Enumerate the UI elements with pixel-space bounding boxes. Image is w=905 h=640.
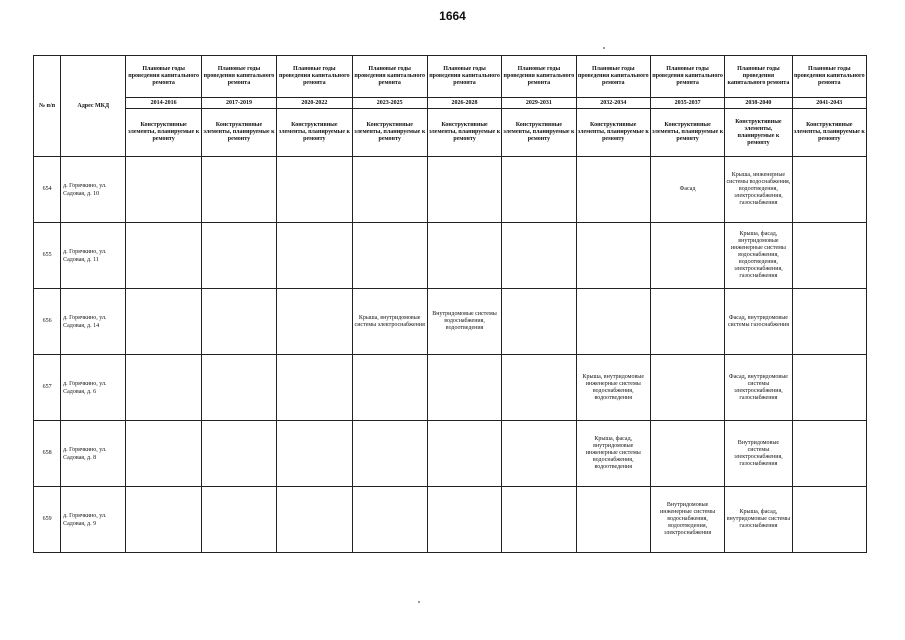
- repair-cell: [201, 487, 276, 553]
- elements-caption: Конструктивные элементы, планируемые к ремонту: [126, 109, 201, 157]
- repair-cell: Крыша, фасад, внутридомовые системы газоснабжения: [725, 487, 792, 553]
- repair-cell: Крыша, фасад, внутридомовые инженерные системы водоснабжения, водоотведения: [576, 421, 650, 487]
- repair-cell: Фасад, внутридомовые системы электроснабжения, газоснабжения: [725, 355, 792, 421]
- elements-caption: Конструктивные элементы, планируемые к ремонту: [725, 109, 792, 157]
- repair-cell: [201, 223, 276, 289]
- table-row: [34, 421, 867, 487]
- repair-cell: Фасад, внутридомовые системы газоснабжения: [725, 289, 792, 355]
- period-years: 2026-2028: [427, 98, 501, 109]
- repair-cell: [352, 421, 427, 487]
- period-caption: Плановые годы проведения капитального ремонта: [725, 56, 792, 98]
- period-years: 2038-2040: [725, 98, 792, 109]
- elements-caption: Конструктивные элементы, планируемые к ремонту: [427, 109, 501, 157]
- repair-cell: [352, 157, 427, 223]
- repair-cell: [126, 355, 201, 421]
- scan-speck: [603, 47, 605, 49]
- repair-cell: Внутридомовые инженерные системы водоснабжения, водоотведения, электроснабжения: [650, 487, 724, 553]
- repair-cell: [792, 223, 866, 289]
- row-number: 659: [34, 487, 61, 553]
- repair-cell: [792, 289, 866, 355]
- repair-cell: [502, 289, 576, 355]
- repair-cell: [352, 487, 427, 553]
- table-row: [34, 487, 867, 553]
- repair-cell: [126, 421, 201, 487]
- repair-cell: [126, 157, 201, 223]
- period-years: 2020-2022: [277, 98, 352, 109]
- period-caption: Плановые годы проведения капитального ремонта: [201, 56, 276, 98]
- repair-cell: [277, 289, 352, 355]
- table-header: [34, 56, 867, 157]
- period-years: 2017-2019: [201, 98, 276, 109]
- repair-cell: Крыша, внутридомовые инженерные системы водоснабжения, водоотведения: [576, 355, 650, 421]
- repair-cell: [502, 421, 576, 487]
- repair-cell: Фасад: [650, 157, 724, 223]
- period-years: 2041-2043: [792, 98, 866, 109]
- repair-cell: [352, 355, 427, 421]
- row-address: д. Горячкино, ул. Садовая, д. 10: [61, 157, 126, 223]
- repair-cell: [201, 421, 276, 487]
- period-caption: Плановые годы проведения капитального ремонта: [502, 56, 576, 98]
- row-address: д. Горячкино, ул. Садовая, д. 11: [61, 223, 126, 289]
- repair-cell: [502, 157, 576, 223]
- repair-cell: [277, 355, 352, 421]
- repair-cell: [277, 157, 352, 223]
- repair-cell: [650, 223, 724, 289]
- period-caption: Плановые годы проведения капитального ремонта: [277, 56, 352, 98]
- repair-cell: [792, 157, 866, 223]
- repair-cell: [792, 421, 866, 487]
- repair-cell: [576, 289, 650, 355]
- repair-cell: Внутридомовые системы водоснабжения, водоотведения: [427, 289, 501, 355]
- period-caption: Плановые годы проведения капитального ремонта: [126, 56, 201, 98]
- repair-cell: [576, 487, 650, 553]
- row-address: д. Горячкино, ул. Садовая, д. 6: [61, 355, 126, 421]
- header-row-years: [34, 98, 867, 109]
- elements-caption: Конструктивные элементы, планируемые к ремонту: [650, 109, 724, 157]
- repair-cell: [427, 157, 501, 223]
- repair-cell: [126, 223, 201, 289]
- row-number: 655: [34, 223, 61, 289]
- row-number: 657: [34, 355, 61, 421]
- repair-cell: [352, 223, 427, 289]
- repair-cell: [201, 289, 276, 355]
- repair-cell: [792, 355, 866, 421]
- row-address: д. Горячкино, ул. Садовая, д. 8: [61, 421, 126, 487]
- period-years: 2023-2025: [352, 98, 427, 109]
- period-caption: Плановые годы проведения капитального ремонта: [352, 56, 427, 98]
- repair-cell: [502, 223, 576, 289]
- header-row-captions: [34, 56, 867, 98]
- table-row: [34, 355, 867, 421]
- repair-cell: [650, 355, 724, 421]
- row-number: 658: [34, 421, 61, 487]
- repair-cell: [201, 355, 276, 421]
- period-caption: Плановые годы проведения капитального ремонта: [650, 56, 724, 98]
- repair-cell: [427, 223, 501, 289]
- period-years: 2035-2037: [650, 98, 724, 109]
- repair-cell: [277, 487, 352, 553]
- scan-speck: [418, 601, 420, 603]
- repair-cell: Крыша, внутридомовые системы электроснабжения: [352, 289, 427, 355]
- period-years: 2014-2016: [126, 98, 201, 109]
- repair-cell: [427, 487, 501, 553]
- elements-caption: Конструктивные элементы, планируемые к ремонту: [277, 109, 352, 157]
- repair-cell: Крыша, фасад, внутридомовые инженерные системы водоснабжения, водоотведения, электроснабжения, газоснабжения: [725, 223, 792, 289]
- period-caption: Плановые годы проведения капитального ремонта: [576, 56, 650, 98]
- table-row: [34, 223, 867, 289]
- repair-cell: [427, 355, 501, 421]
- repair-cell: [277, 223, 352, 289]
- header-row-elements: [34, 109, 867, 157]
- repair-cell: Внутридомовые системы электроснабжения, газоснабжения: [725, 421, 792, 487]
- repair-cell: [277, 421, 352, 487]
- page-number: 1664: [439, 9, 466, 23]
- capital-repair-table: [33, 55, 867, 553]
- repair-cell: Крыша, инженерные системы водоснабжения, водоотведения, электроснабжения, газоснабжения: [725, 157, 792, 223]
- table-body: [34, 157, 867, 553]
- elements-caption: Конструктивные элементы, планируемые к ремонту: [502, 109, 576, 157]
- address-header: Адрес МКД: [61, 56, 126, 157]
- elements-caption: Конструктивные элементы, планируемые к ремонту: [201, 109, 276, 157]
- period-caption: Плановые годы проведения капитального ремонта: [792, 56, 866, 98]
- repair-cell: [502, 355, 576, 421]
- table-row: [34, 157, 867, 223]
- repair-cell: [792, 487, 866, 553]
- repair-cell: [576, 157, 650, 223]
- num-header: № п/п: [34, 56, 61, 157]
- repair-cell: [576, 223, 650, 289]
- elements-caption: Конструктивные элементы, планируемые к ремонту: [352, 109, 427, 157]
- period-years: 2032-2034: [576, 98, 650, 109]
- elements-caption: Конструктивные элементы, планируемые к ремонту: [792, 109, 866, 157]
- period-years: 2029-2031: [502, 98, 576, 109]
- period-caption: Плановые годы проведения капитального ремонта: [427, 56, 501, 98]
- repair-cell: [650, 289, 724, 355]
- row-address: д. Горячкино, ул. Садовая, д. 14: [61, 289, 126, 355]
- row-number: 656: [34, 289, 61, 355]
- repair-cell: [427, 421, 501, 487]
- row-number: 654: [34, 157, 61, 223]
- repair-cell: [502, 487, 576, 553]
- repair-cell: [650, 421, 724, 487]
- row-address: д. Горячкино, ул. Садовая, д. 9: [61, 487, 126, 553]
- table-row: [34, 289, 867, 355]
- repair-cell: [201, 157, 276, 223]
- repair-cell: [126, 487, 201, 553]
- repair-cell: [126, 289, 201, 355]
- elements-caption: Конструктивные элементы, планируемые к ремонту: [576, 109, 650, 157]
